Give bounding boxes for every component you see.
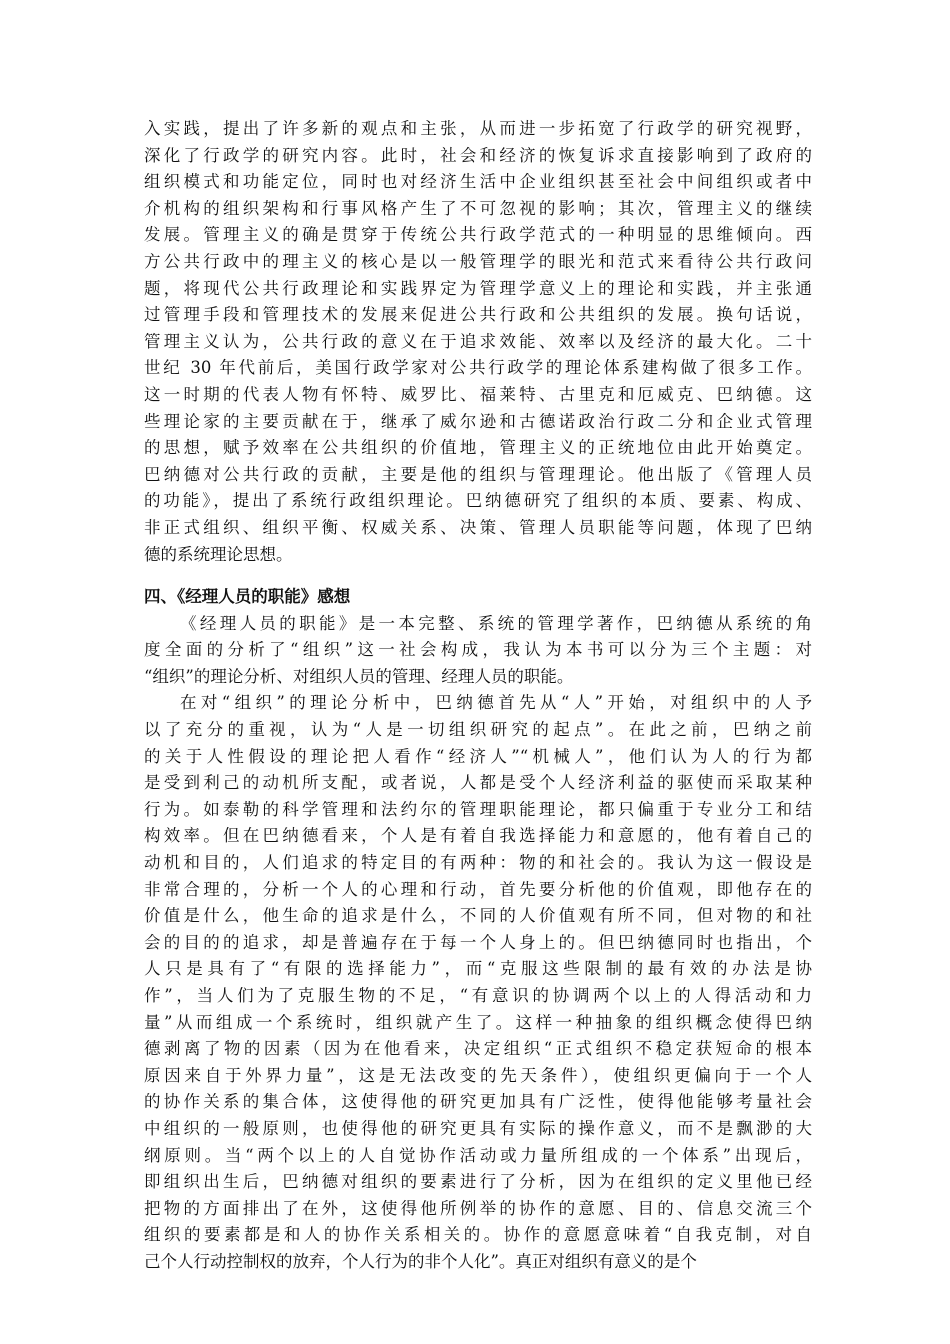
- text-line: 纲原则。当“两个以上的人自觉协作活动或力量所组成的一个体系”出现后，: [144, 1145, 812, 1165]
- text-line: 度全面的分析了“组织”这一社会构成，我认为本书可以分为三个主题：对: [144, 640, 812, 660]
- text-line: 德的系统理论思想。: [144, 544, 293, 564]
- text-line: 行为。如泰勒的科学管理和法约尔的管理职能理论，都只偏重于专业分工和结: [144, 799, 812, 819]
- text-line: 题，将现代公共行政理论和实践界定为管理学意义上的理论和实践，并主张通: [144, 278, 812, 298]
- text-line: 非正式组织、组织平衡、权威关系、决策、管理人员职能等问题，体现了巴纳: [144, 517, 812, 537]
- text-line: 在对“组织”的理论分析中，巴纳德首先从“人”开始，对组织中的人予: [180, 693, 812, 713]
- text-line: 组织的要素都是和人的协作关系相关的。协作的意愿意味着“自我克制，对自: [144, 1225, 812, 1245]
- text-line: 是受到利己的动机所支配，或者说，人都是受个人经济利益的驱使而采取某种: [144, 773, 812, 793]
- text-line: 发展。管理主义的确是贯穿于传统公共行政学范式的一种明显的思维倾向。西: [144, 225, 812, 245]
- text-line: 即组织出生后，巴纳德对组织的要素进行了分析，因为在组织的定义里他已经: [144, 1172, 812, 1192]
- text-line: 的关于人性假设的理论把人看作“经济人”“机械人”，他们认为人的行为都: [144, 746, 812, 766]
- text-line: 组织模式和功能定位，同时也对经济生活中企业组织甚至社会中间组织或者中: [144, 172, 812, 192]
- text-line: 动机和目的，人们追求的特定目的有两种：物的和社会的。我认为这一假设是: [144, 853, 812, 873]
- section-heading: 四、《经理人员的职能》感想: [144, 587, 351, 607]
- text-line: 把物的方面排出了在外，这使得他所例举的协作的意愿、目的、信息交流三个: [144, 1198, 812, 1218]
- text-line: 《经理人员的职能》是一本完整、系统的管理学著作，巴纳德从系统的角: [180, 613, 812, 633]
- text-line: 方公共行政中的理主义的核心是以一般管理学的眼光和范式来看待公共行政问: [144, 251, 812, 271]
- text-line: 非常合理的，分析一个人的心理和行动，首先要分析他的价值观，即他存在的: [144, 879, 812, 899]
- text-line: 人只是具有了“有限的选择能力”，而“克服这些限制的最有效的办法是协: [144, 959, 812, 979]
- text-line: 作”，当人们为了克服生物的不足，“有意识的协调两个以上的人得活动和力: [144, 986, 812, 1005]
- text-line: 过管理手段和管理技术的发展来促进公共行政和公共组织的发展。换句话说，: [144, 305, 812, 325]
- paragraph-gap: [144, 568, 812, 584]
- text-line: 深化了行政学的研究内容。此时，社会和经济的恢复诉求直接影响到了政府的: [144, 145, 812, 165]
- text-line: 价值是什么，他生命的追求是什么，不同的人价值观有所不同，但对物的和社: [144, 906, 812, 926]
- text-line: 巴纳德对公共行政的贡献，主要是他的组织与管理理论。他出版了《管理人员: [144, 464, 812, 484]
- text-line: 量”从而组成一个系统时，组织就产生了。这样一种抽象的组织概念使得巴纳: [144, 1012, 812, 1032]
- text-line: 介机构的组织架构和行事风格产生了不可忽视的影响；其次，管理主义的继续: [144, 198, 812, 218]
- text-line: 构效率。但在巴纳德看来，个人是有着自我选择能力和意愿的，他有着自己的: [144, 826, 812, 846]
- text-line: 己个人行动控制权的放弃，个人行为的非个人化”。真正对组织有意义的是个: [144, 1251, 697, 1271]
- paragraph-public-administration: [144, 116, 812, 568]
- text-line: 会的目的的追求，却是普遍存在于每一个人身上的。但巴纳德同时也指出，个: [144, 932, 812, 952]
- paragraph-book-overview: [144, 611, 812, 691]
- text-line: 入实践，提出了许多新的观点和主张，从而进一步拓宽了行政学的研究视野，: [144, 119, 812, 138]
- paragraph-organization-analysis: [144, 690, 812, 1275]
- text-line: 些理论家的主要贡献在于，继承了威尔逊和古德诺政治行政二分和企业式管理: [144, 411, 812, 431]
- text-line: 以了充分的重视，认为“人是一切组织研究的起点”。在此之前，巴纳之前: [144, 720, 812, 740]
- document-page: [144, 116, 812, 1276]
- text-line: 管理主义认为，公共行政的意义在于追求效能、效率以及经济的最大化。二十: [144, 331, 812, 351]
- text-line: 德剥离了物的因素（因为在他看来，决定组织“正式组织不稳定获短命的根本: [144, 1039, 812, 1059]
- text-line: 的功能》，提出了系统行政组织理论。巴纳德研究了组织的本质、要素、构成、: [144, 491, 812, 511]
- text-line: 这一时期的代表人物有怀特、威罗比、福莱特、古里克和厄威克、巴纳德。这: [144, 384, 812, 404]
- text-line: “组织”的理论分析、对组织人员的管理、经理人员的职能。: [144, 666, 574, 686]
- text-line: 中组织的一般原则，也使得他的研究更具有实际的操作意义，而不是飘渺的大: [144, 1118, 812, 1138]
- text-line: 的思想，赋予效率在公共组织的价值地，管理主义的正统地位由此开始奠定。: [144, 438, 812, 458]
- text-line: 原因来自于外界力量”，这是无法改变的先天条件），使组织更偏向于一个人: [144, 1065, 812, 1085]
- text-line: 的协作关系的集合体，这使得他的研究更加具有广泛性，使得他能够考量社会: [144, 1092, 812, 1112]
- text-line: 世纪 30 年代前后，美国行政学家对公共行政学的理论体系建构做了很多工作。: [144, 358, 812, 378]
